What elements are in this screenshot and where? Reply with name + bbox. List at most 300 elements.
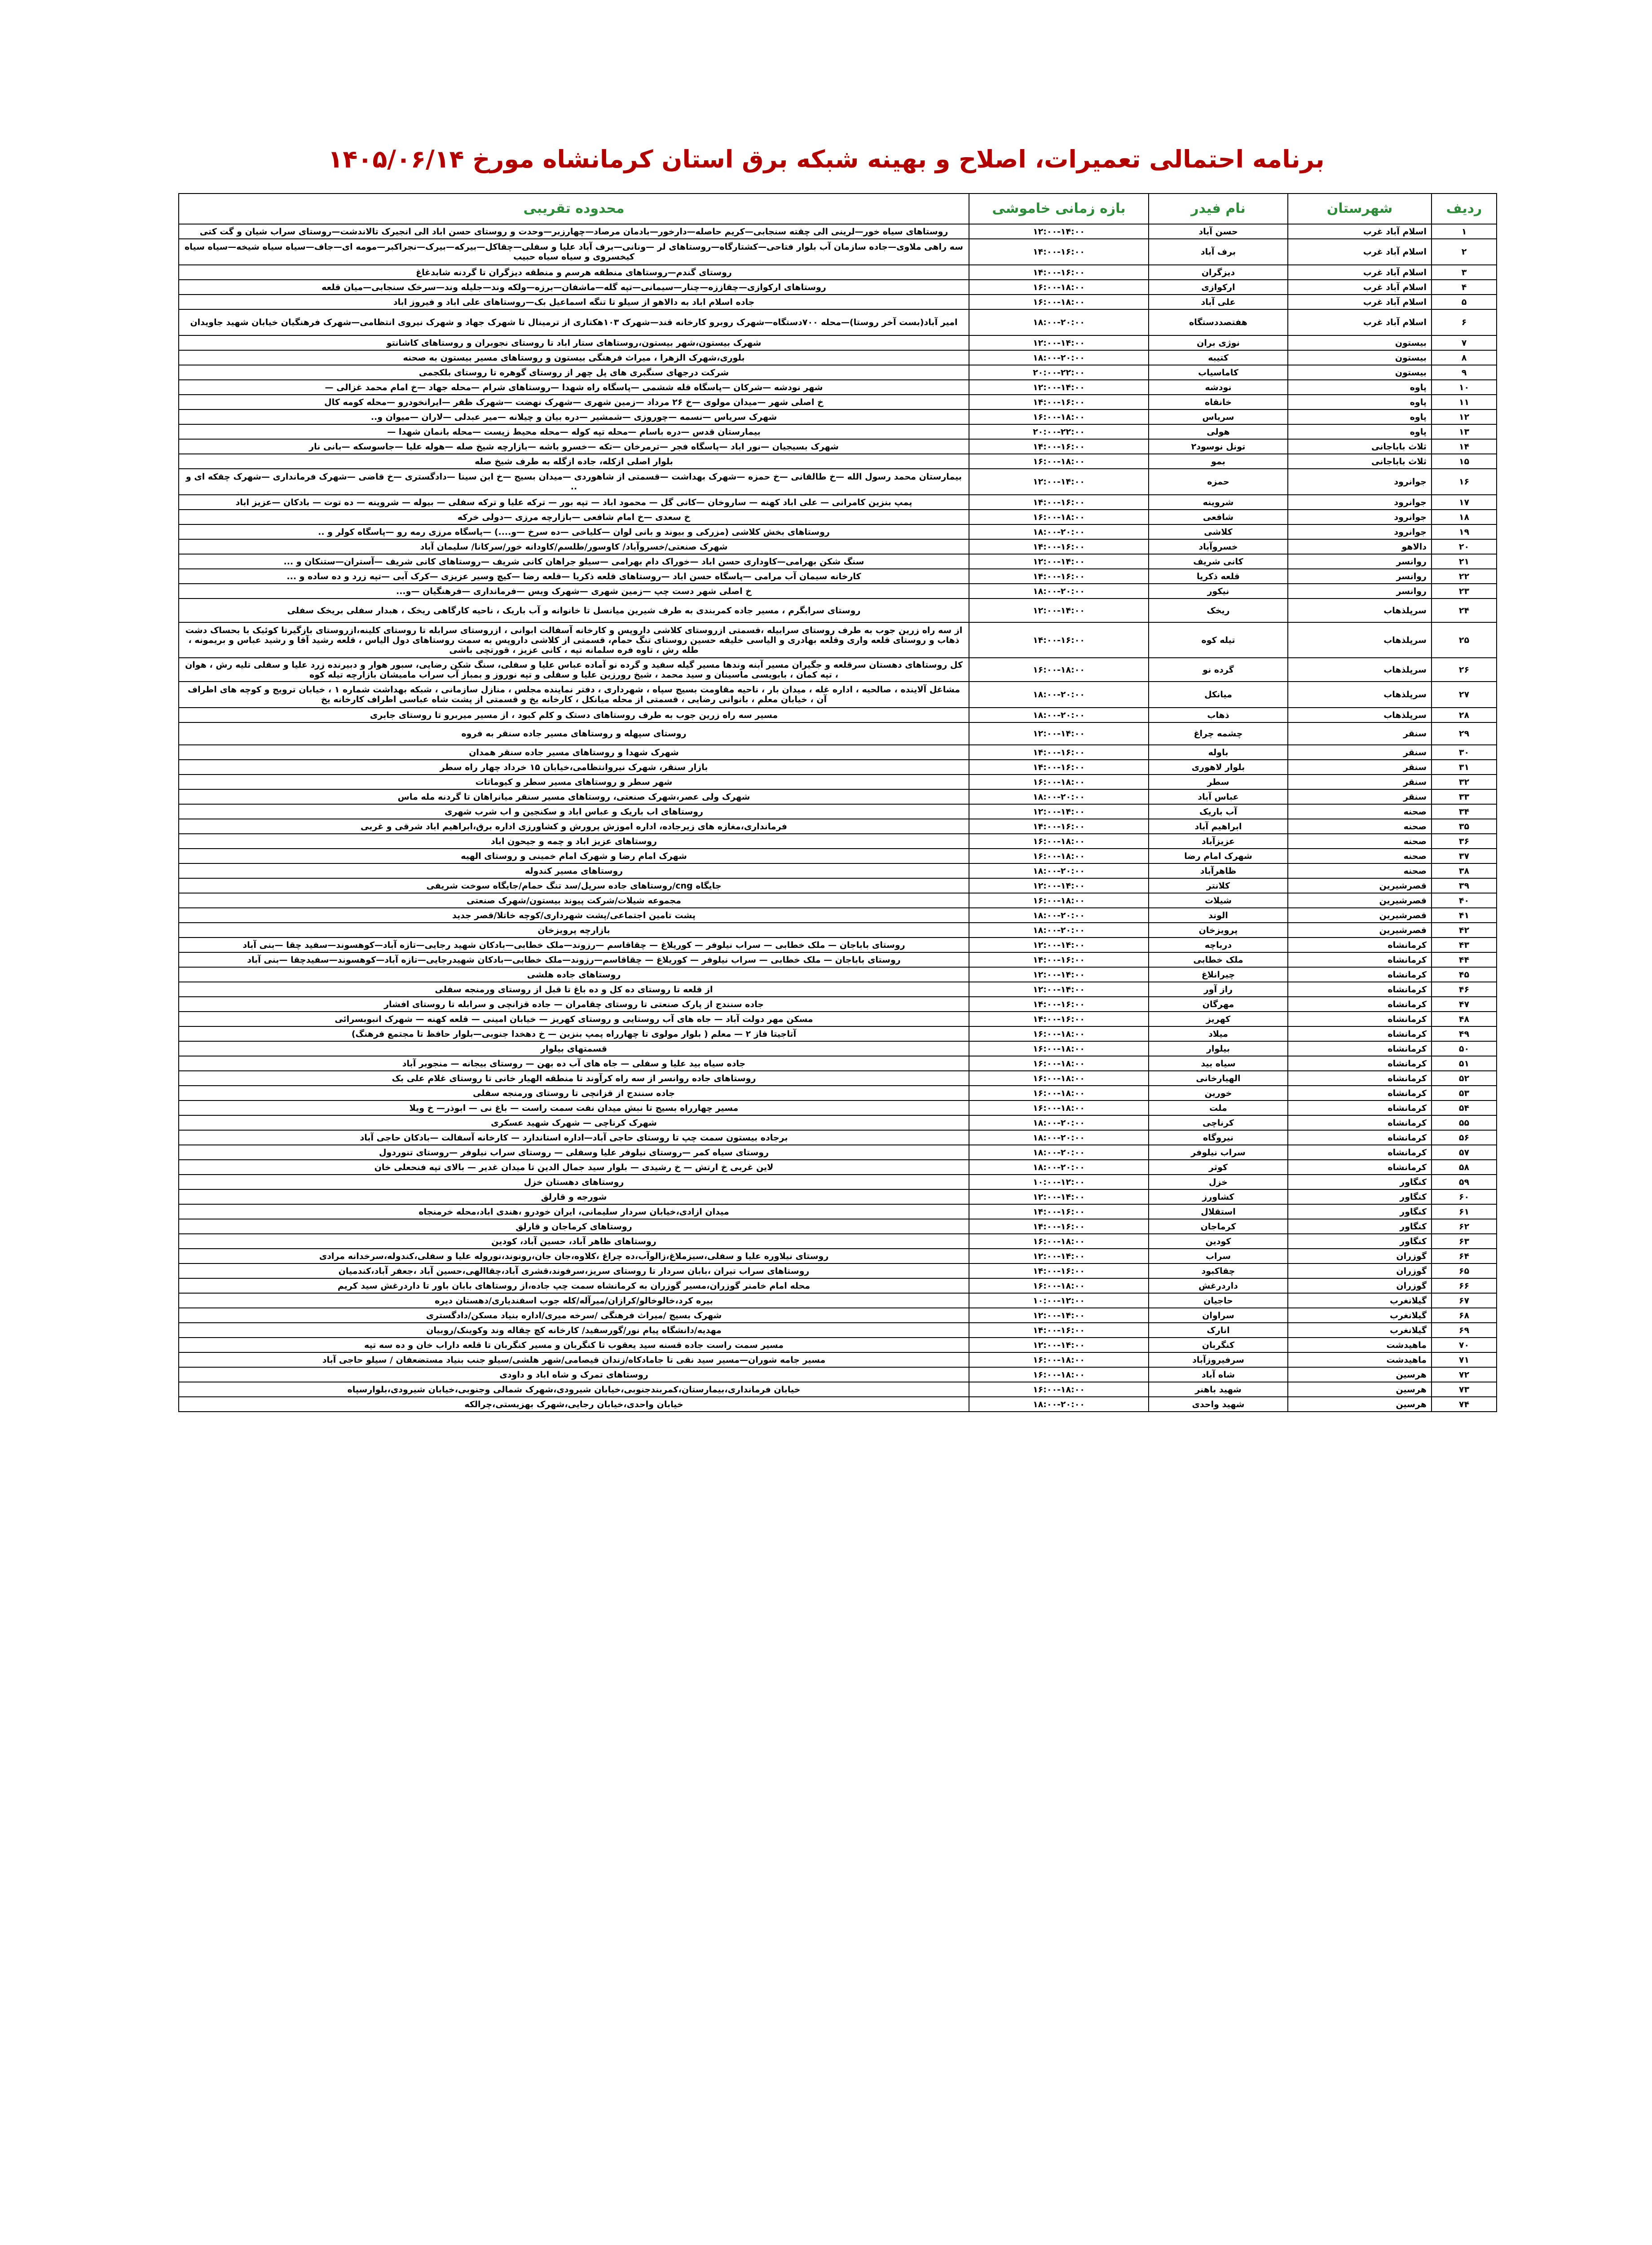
area-cell: شهر سطر و روستاهای مسیر سطر و کیوماتات: [179, 775, 969, 789]
area-cell: شهرک سریاس —نسمه —چوروزی —شمشیر —دره بیان و چیلانه —میر عبدلی —لاران —میوان و..: [179, 409, 969, 424]
outage-time-cell: ۱۴:۰۰-۱۶:۰۰: [969, 1263, 1149, 1278]
area-cell: کارخانه سیمان آب مرامی —پاسگاه حسن اباد —روستاهای قلعه ذکریا —قلعه رضا —کیچ وسیر عزیزی —کرک آبی —تپه زرد و ده ساده و ...: [179, 569, 969, 584]
city-cell: قصرشیرین: [1288, 908, 1432, 923]
feeder-cell: بمو: [1149, 454, 1288, 469]
city-cell: ماهیدشت: [1288, 1352, 1432, 1367]
table-row: [179, 893, 1497, 908]
outage-time-cell: ۱۴:۰۰-۱۶:۰۰: [969, 1219, 1149, 1234]
table-row: [179, 380, 1497, 395]
area-cell: روستاهای مسیر کندوله: [179, 863, 969, 878]
table-row: [179, 789, 1497, 804]
table-row: [179, 682, 1497, 708]
row-index: ۶۳: [1432, 1234, 1497, 1249]
row-index: ۶: [1432, 309, 1497, 335]
area-cell: میدان ازادی،خیابان سردار سلیمانی، ایران خودرو ،هندی اباد،محله خرمنجاه: [179, 1204, 969, 1219]
city-cell: اسلام آباد غرب: [1288, 280, 1432, 295]
row-index: ۵۴: [1432, 1100, 1497, 1115]
table-row: [179, 1308, 1497, 1323]
row-index: ۳۶: [1432, 834, 1497, 849]
outage-time-cell: ۱۴:۰۰-۱۶:۰۰: [969, 952, 1149, 967]
table-row: [179, 539, 1497, 554]
table-row: [179, 775, 1497, 789]
outage-time-cell: ۱۶:۰۰-۱۸:۰۰: [969, 295, 1149, 309]
row-index: ۴۴: [1432, 952, 1497, 967]
city-cell: پاوه: [1288, 395, 1432, 409]
area-cell: محله امام خامنر گوزران،مسیر گوزران به کرمانشاه سمت چپ جاده،از روستاهای بابان باور تا داردرغش سید کریم: [179, 1278, 969, 1293]
feeder-cell: کهریز: [1149, 1012, 1288, 1026]
row-index: ۱۸: [1432, 510, 1497, 524]
outage-time-cell: ۱۲:۰۰-۱۴:۰۰: [969, 469, 1149, 495]
city-cell: صحنه: [1288, 834, 1432, 849]
row-index: ۴۱: [1432, 908, 1497, 923]
table-row: [179, 395, 1497, 409]
row-index: ۴۹: [1432, 1026, 1497, 1041]
row-index: ۲۴: [1432, 599, 1497, 622]
row-index: ۲۵: [1432, 622, 1497, 658]
city-cell: گوزران: [1288, 1278, 1432, 1293]
area-cell: جاده سنندج از پارک صنعتی تا روستای چقامران — جاده قزانچی و سرابله تا روستای افشار: [179, 997, 969, 1012]
area-cell: خیابان واحدی،خیابان رجایی،شهرک بهزیستی،چرالکه: [179, 1397, 969, 1412]
feeder-cell: ارکوازی: [1149, 280, 1288, 295]
table-row: [179, 1278, 1497, 1293]
outage-time-cell: ۱۴:۰۰-۱۶:۰۰: [969, 439, 1149, 454]
outage-time-cell: ۱۲:۰۰-۱۴:۰۰: [969, 804, 1149, 819]
area-cell: مسیر جامه شوران—مسیر سید نقی تا جامادکاه/زندان قیصامی/شهر هلشی/سیلو جنب بنیاد مستضعفان / سیلو حاجی آباد: [179, 1352, 969, 1367]
row-index: ۲۰: [1432, 539, 1497, 554]
outage-time-cell: ۱۸:۰۰-۲۰:۰۰: [969, 908, 1149, 923]
row-index: ۲۷: [1432, 682, 1497, 708]
feeder-cell: سراب نیلوفر: [1149, 1145, 1288, 1160]
city-cell: جوانرود: [1288, 524, 1432, 539]
outage-time-cell: ۱۲:۰۰-۱۴:۰۰: [969, 335, 1149, 350]
city-cell: صحنه: [1288, 804, 1432, 819]
table-body: [179, 224, 1497, 1412]
outage-time-cell: ۱۶:۰۰-۱۸:۰۰: [969, 1086, 1149, 1100]
table-row: [179, 722, 1497, 745]
city-cell: هرسین: [1288, 1367, 1432, 1382]
row-index: ۶۹: [1432, 1323, 1497, 1338]
city-cell: سرپلذهاب: [1288, 622, 1432, 658]
area-cell: شهرک بسیج /میراث فرهنگی /سرخه میری/اداره بنیاد مسکن/دادگستری: [179, 1308, 969, 1323]
table-row: [179, 1234, 1497, 1249]
city-cell: سرپلذهاب: [1288, 682, 1432, 708]
table-header-row: [179, 194, 1497, 224]
area-cell: مسیر سمت راست جاده قسنه سید یعقوب تا کنگربان و مسیر کنگربان تا قلعه داراب خان و ده سه تپه: [179, 1338, 969, 1352]
outage-time-cell: ۱۶:۰۰-۱۸:۰۰: [969, 1056, 1149, 1071]
feeder-cell: کاماسیاب: [1149, 365, 1288, 380]
table-row: [179, 1145, 1497, 1160]
feeder-cell: داردرغش: [1149, 1278, 1288, 1293]
feeder-cell: شهید باهنر: [1149, 1382, 1288, 1397]
outage-time-cell: ۱۶:۰۰-۱۸:۰۰: [969, 775, 1149, 789]
row-index: ۶۶: [1432, 1278, 1497, 1293]
feeder-cell: ملت: [1149, 1100, 1288, 1115]
row-index: ۱: [1432, 224, 1497, 239]
outage-time-cell: ۱۲:۰۰-۱۴:۰۰: [969, 1189, 1149, 1204]
city-cell: کرمانشاه: [1288, 1012, 1432, 1026]
area-cell: شهرک شهدا و روستاهای مسیر جاده سنقر همدان: [179, 745, 969, 760]
feeder-cell: خزل: [1149, 1175, 1288, 1189]
table-row: [179, 584, 1497, 599]
feeder-cell: تیله کوه: [1149, 622, 1288, 658]
row-index: ۴۶: [1432, 982, 1497, 997]
feeder-cell: شهید واحدی: [1149, 1397, 1288, 1412]
feeder-cell: ابراهیم آباد: [1149, 819, 1288, 834]
feeder-cell: چقاکبود: [1149, 1263, 1288, 1278]
row-index: ۷۰: [1432, 1338, 1497, 1352]
city-cell: کنگاور: [1288, 1204, 1432, 1219]
table-row: [179, 1204, 1497, 1219]
feeder-cell: کشاورز: [1149, 1189, 1288, 1204]
feeder-cell: آب باریک: [1149, 804, 1288, 819]
area-cell: روستاهای ظاهر آباد، حسین آباد، کودین: [179, 1234, 969, 1249]
city-cell: کرمانشاه: [1288, 1130, 1432, 1145]
feeder-cell: بیلوار: [1149, 1041, 1288, 1056]
area-cell: بیره کرد،خالوخالو/کرازان/میرآله/کله جوب اسفندیاری/دهستان دیره: [179, 1293, 969, 1308]
feeder-cell: کرماجان: [1149, 1219, 1288, 1234]
row-index: ۶۵: [1432, 1263, 1497, 1278]
table-row: [179, 1130, 1497, 1145]
table-row: [179, 554, 1497, 569]
area-cell: بلوار اصلی ازکله، جاده ازگله به طرف شیخ صله: [179, 454, 969, 469]
outage-time-cell: ۱۴:۰۰-۱۶:۰۰: [969, 819, 1149, 834]
feeder-cell: کنگربان: [1149, 1338, 1288, 1352]
outage-time-cell: ۱۲:۰۰-۱۴:۰۰: [969, 1338, 1149, 1352]
row-index: ۴۸: [1432, 1012, 1497, 1026]
area-cell: روستاهای جاده هلشی: [179, 967, 969, 982]
area-cell: بازارچه پرویزخان: [179, 923, 969, 938]
city-cell: قصرشیرین: [1288, 893, 1432, 908]
outage-time-cell: ۱۸:۰۰-۲۰:۰۰: [969, 923, 1149, 938]
table-row: [179, 439, 1497, 454]
area-cell: خ سعدی —خ امام شافعی —بازارچه مرزی —دولی خرکه: [179, 510, 969, 524]
feeder-cell: ملک خطابی: [1149, 952, 1288, 967]
city-cell: قصرشیرین: [1288, 878, 1432, 893]
feeder-cell: هفتصددستگاه: [1149, 309, 1288, 335]
area-cell: مسیر سه راه زرین جوب به طرف روستاهای دستک و کلم کبود ، از مسیر میربرو تا روستای جابری: [179, 708, 969, 722]
city-cell: کنگاور: [1288, 1175, 1432, 1189]
feeder-cell: سریاس: [1149, 409, 1288, 424]
table-row: [179, 1338, 1497, 1352]
feeder-cell: نیروگاه: [1149, 1130, 1288, 1145]
city-cell: کرمانشاه: [1288, 938, 1432, 952]
outage-time-cell: ۱۲:۰۰-۱۴:۰۰: [969, 1249, 1149, 1263]
area-cell: شهرک ولی عصر،شهرک صنعتی، روستاهای مسیر سنقر میانراهان تا گردنه مله ماس: [179, 789, 969, 804]
outage-time-cell: ۱۶:۰۰-۱۸:۰۰: [969, 454, 1149, 469]
table-row: [179, 224, 1497, 239]
feeder-cell: سیاه بید: [1149, 1056, 1288, 1071]
table-row: [179, 1397, 1497, 1412]
feeder-cell: خانقاه: [1149, 395, 1288, 409]
table-row: [179, 923, 1497, 938]
feeder-cell: چیرانلاغ: [1149, 967, 1288, 982]
header-idx: ردیف: [1432, 194, 1497, 224]
area-cell: روستای سپهله و روستاهای مسیر جاده سنقر به فروه: [179, 722, 969, 745]
outage-time-cell: ۱۲:۰۰-۱۴:۰۰: [969, 878, 1149, 893]
area-cell: بلوری،شهرک الزهرا ، میراث فرهنگی بیستون و روستاهای مسیر بیستون به صحنه: [179, 350, 969, 365]
area-cell: خ اصلی شهر —میدان مولوی —خ ۲۶ مرداد —زمین شهری —شهرک نهضت —شهرک ظفر —ایرانخودرو —محله کومه کال: [179, 395, 969, 409]
row-index: ۳۵: [1432, 819, 1497, 834]
outage-time-cell: ۱۲:۰۰-۱۴:۰۰: [969, 722, 1149, 745]
city-cell: گوزران: [1288, 1263, 1432, 1278]
table-row: [179, 938, 1497, 952]
city-cell: بیستون: [1288, 350, 1432, 365]
city-cell: سنقر: [1288, 722, 1432, 745]
row-index: ۷۲: [1432, 1367, 1497, 1382]
feeder-cell: چشمه چراغ: [1149, 722, 1288, 745]
area-cell: لاین غربی خ ارتش — خ رشیدی — بلوار سید جمال الدین تا میدان غدیر — بالای تپه فنحعلی خان: [179, 1160, 969, 1175]
table-row: [179, 1249, 1497, 1263]
row-index: ۷۳: [1432, 1382, 1497, 1397]
city-cell: سنقر: [1288, 789, 1432, 804]
feeder-cell: ظاهرآباد: [1149, 863, 1288, 878]
city-cell: پاوه: [1288, 380, 1432, 395]
outage-time-cell: ۱۴:۰۰-۱۶:۰۰: [969, 265, 1149, 280]
area-cell: کل روستاهای دهستان سرقلعه و جگیران مسیر آبنه وندها مسیر گیله سفید و گرده نو آماده عباس علیا و سفلی، سنگ شکن رضایی، سبور هوار و دبیرنده زرد علیا و سفلی تلیه رش ، هوان ، تپه کمان ، بابویسی ماسینان و سید محمد ، شیخ رورزین علیا و سفلی و تپه نوروز و بمباز آب سراب مامیشان بازارچه تیله کوه: [179, 658, 969, 682]
area-cell: روستاهای دهستان خزل: [179, 1175, 969, 1189]
city-cell: کرمانشاه: [1288, 997, 1432, 1012]
outage-time-cell: ۱۸:۰۰-۲۰:۰۰: [969, 350, 1149, 365]
feeder-cell: استقلال: [1149, 1204, 1288, 1219]
table-row: [179, 997, 1497, 1012]
outage-time-cell: ۱۸:۰۰-۲۰:۰۰: [969, 1130, 1149, 1145]
table-row: [179, 878, 1497, 893]
row-index: ۲۲: [1432, 569, 1497, 584]
outage-time-cell: ۱۶:۰۰-۱۸:۰۰: [969, 1278, 1149, 1293]
row-index: ۵۳: [1432, 1086, 1497, 1100]
outage-time-cell: ۱۸:۰۰-۲۰:۰۰: [969, 682, 1149, 708]
feeder-cell: کرناچی: [1149, 1115, 1288, 1130]
city-cell: ماهیدشت: [1288, 1338, 1432, 1352]
outage-time-cell: ۱۸:۰۰-۲۰:۰۰: [969, 584, 1149, 599]
table-row: [179, 760, 1497, 775]
feeder-cell: حسن آباد: [1149, 224, 1288, 239]
area-cell: روستاهای کرماجان و قارلق: [179, 1219, 969, 1234]
feeder-cell: پرویزخان: [1149, 923, 1288, 938]
row-index: ۵۰: [1432, 1041, 1497, 1056]
row-index: ۱۱: [1432, 395, 1497, 409]
outage-time-cell: ۲۰:۰۰-۲۲:۰۰: [969, 365, 1149, 380]
outage-time-cell: ۱۶:۰۰-۱۸:۰۰: [969, 510, 1149, 524]
feeder-cell: سراوان: [1149, 1308, 1288, 1323]
city-cell: گیلانغرب: [1288, 1293, 1432, 1308]
city-cell: جوانرود: [1288, 469, 1432, 495]
outage-time-cell: ۱۸:۰۰-۲۰:۰۰: [969, 863, 1149, 878]
row-index: ۷۴: [1432, 1397, 1497, 1412]
city-cell: ثلاث باباجانی: [1288, 439, 1432, 454]
outage-time-cell: ۱۴:۰۰-۱۶:۰۰: [969, 1012, 1149, 1026]
row-index: ۳۲: [1432, 775, 1497, 789]
outage-time-cell: ۱۰:۰۰-۱۲:۰۰: [969, 1175, 1149, 1189]
outage-time-cell: ۱۶:۰۰-۱۸:۰۰: [969, 1352, 1149, 1367]
table-row: [179, 622, 1497, 658]
outage-time-cell: ۱۴:۰۰-۱۶:۰۰: [969, 395, 1149, 409]
table-row: [179, 1367, 1497, 1382]
outage-time-cell: ۱۶:۰۰-۱۸:۰۰: [969, 658, 1149, 682]
table-row: [179, 1026, 1497, 1041]
city-cell: کرمانشاه: [1288, 1115, 1432, 1130]
feeder-cell: میلاد: [1149, 1026, 1288, 1041]
area-cell: شهر نودشه —شرکان —پاسگاه قله ششمی —پاسگاه راه شهدا —روستاهای شرام —محله جهاد —خ امام محمد غزالی —: [179, 380, 969, 395]
feeder-cell: هولی: [1149, 424, 1288, 439]
city-cell: سنقر: [1288, 760, 1432, 775]
outage-time-cell: ۱۶:۰۰-۱۸:۰۰: [969, 280, 1149, 295]
outage-time-cell: ۱۲:۰۰-۱۴:۰۰: [969, 224, 1149, 239]
outage-time-cell: ۱۸:۰۰-۲۰:۰۰: [969, 708, 1149, 722]
area-cell: شهرک بیستون،شهر بیستون،روستاهای ستار اباد تا روستای نجوبران و روستاهای کاشانتو: [179, 335, 969, 350]
area-cell: مشاغل آلاینده ، صالحیه ، اداره غله ، میدان بار ، ناحیه مقاومت بسیج سپاه ، شهرداری ، دفتر نماینده مجلس ، منازل سازمانی ، شبکه بهداشت شماره ۱ ، خیابان ترویج و کوچه های اطراف آن ، خیابان معلم ، بانوانی رضایی ، قسمتی از محله میانکل ، کارخانه یخ و قسمتی از پشت شاه عباسی اطراف کارخانه یخ: [179, 682, 969, 708]
city-cell: بیستون: [1288, 335, 1432, 350]
city-cell: گیلانغرب: [1288, 1323, 1432, 1338]
area-cell: جایگاه cng/روستاهای جاده سرپل/سد تنگ حمام/جایگاه سوخت شریفی: [179, 878, 969, 893]
row-index: ۴۲: [1432, 923, 1497, 938]
feeder-cell: علی آباد: [1149, 295, 1288, 309]
row-index: ۲۶: [1432, 658, 1497, 682]
city-cell: پاوه: [1288, 409, 1432, 424]
outage-time-cell: ۱۴:۰۰-۱۶:۰۰: [969, 745, 1149, 760]
outage-time-cell: ۱۸:۰۰-۲۰:۰۰: [969, 1397, 1149, 1412]
row-index: ۵۲: [1432, 1071, 1497, 1086]
row-index: ۳۳: [1432, 789, 1497, 804]
outage-time-cell: ۲۰:۰۰-۲۲:۰۰: [969, 424, 1149, 439]
row-index: ۲۱: [1432, 554, 1497, 569]
outage-time-cell: ۱۶:۰۰-۱۸:۰۰: [969, 1100, 1149, 1115]
row-index: ۱۵: [1432, 454, 1497, 469]
feeder-cell: خسروآباد: [1149, 539, 1288, 554]
feeder-cell: حمزه: [1149, 469, 1288, 495]
outage-time-cell: ۱۴:۰۰-۱۶:۰۰: [969, 539, 1149, 554]
outage-time-cell: ۱۶:۰۰-۱۸:۰۰: [969, 409, 1149, 424]
row-index: ۴: [1432, 280, 1497, 295]
city-cell: گوزران: [1288, 1249, 1432, 1263]
area-cell: روستای گندم—روستاهای منطقه هرسم و منطقه دیزگران تا گردنه شابدغاغ: [179, 265, 969, 280]
row-index: ۱۶: [1432, 469, 1497, 495]
city-cell: اسلام آباد غرب: [1288, 239, 1432, 265]
feeder-cell: کودین: [1149, 1234, 1288, 1249]
row-index: ۱۳: [1432, 424, 1497, 439]
feeder-cell: خورین: [1149, 1086, 1288, 1100]
city-cell: کرمانشاه: [1288, 1041, 1432, 1056]
city-cell: دالاهو: [1288, 539, 1432, 554]
area-cell: قسمتهای بیلوار: [179, 1041, 969, 1056]
area-cell: امیر آباد(بست آخر روستا)—محله ۷۰۰دستگاه—شهرک روبرو کارخانه قند—شهرک ۱۰۳هکتاری از ترمینال تا شهرک جهاد و شهرک نیروی انتظامی—شهرک فرهنگیان خیابان شهید جاویدان: [179, 309, 969, 335]
feeder-cell: بلوار لاهوری: [1149, 760, 1288, 775]
outage-time-cell: ۱۸:۰۰-۲۰:۰۰: [969, 1160, 1149, 1175]
city-cell: سرپلذهاب: [1288, 599, 1432, 622]
table-row: [179, 1160, 1497, 1175]
area-cell: شهرک صنعتی/خسروآباد/ کاوسور/طلسم/کاودانه خور/سرکانا/ سلیمان آباد: [179, 539, 969, 554]
outage-time-cell: ۱۴:۰۰-۱۶:۰۰: [969, 997, 1149, 1012]
feeder-cell: شافعی: [1149, 510, 1288, 524]
row-index: ۴۳: [1432, 938, 1497, 952]
feeder-cell: نوژی بران: [1149, 335, 1288, 350]
table-row: [179, 952, 1497, 967]
table-row: [179, 350, 1497, 365]
outage-time-cell: ۱۲:۰۰-۱۴:۰۰: [969, 1308, 1149, 1323]
feeder-cell: مهرگان: [1149, 997, 1288, 1012]
outage-time-cell: ۱۸:۰۰-۲۰:۰۰: [969, 524, 1149, 539]
outage-time-cell: ۱۶:۰۰-۱۸:۰۰: [969, 1234, 1149, 1249]
city-cell: ثلاث باباجانی: [1288, 454, 1432, 469]
area-cell: شرکت درجهای سنگبری های پل چهر از روستای گوهره تا روستای بلکجمی: [179, 365, 969, 380]
table-row: [179, 1293, 1497, 1308]
area-cell: روستاهای سیاه خور—لرینی الی چقته سنجابی—کریم حاصله—دارخور—بادمان مرصاد—چهارزبر—وحدت و روستای حسن اباد الی انجیرک تالاندشت—روستای سراب شیان و گت کتی: [179, 224, 969, 239]
feeder-cell: کلانتر: [1149, 878, 1288, 893]
table-row: [179, 1352, 1497, 1367]
city-cell: اسلام آباد غرب: [1288, 224, 1432, 239]
table-row: [179, 265, 1497, 280]
city-cell: کرمانشاه: [1288, 1100, 1432, 1115]
outage-time-cell: ۱۴:۰۰-۱۶:۰۰: [969, 1204, 1149, 1219]
outage-time-cell: ۱۴:۰۰-۱۶:۰۰: [969, 622, 1149, 658]
city-cell: صحنه: [1288, 863, 1432, 878]
outage-time-cell: ۱۲:۰۰-۱۴:۰۰: [969, 982, 1149, 997]
row-index: ۹: [1432, 365, 1497, 380]
row-index: ۱۰: [1432, 380, 1497, 395]
feeder-cell: کلاشی: [1149, 524, 1288, 539]
feeder-cell: سطر: [1149, 775, 1288, 789]
row-index: ۶۴: [1432, 1249, 1497, 1263]
feeder-cell: درباچه: [1149, 938, 1288, 952]
area-cell: روستاهای سراب تیران ،بابان سردار تا روستای سریز،سرفوند،قشری آباد،چقاالهی،حسین آباد ،جعفر آباد،کندمیان: [179, 1263, 969, 1278]
area-cell: سنگ شکن بهرامی—کاوداری حسن اباد —خوراک دام بهرامی —سیلو جراهان کانی شریف —روستاهای کانی شریف —آستران—ستنکان و ...: [179, 554, 969, 569]
area-cell: از قلعه تا روستای ده کل و ده باغ تا قبل از روستای ورمنجه سفلی: [179, 982, 969, 997]
outage-time-cell: ۱۴:۰۰-۱۶:۰۰: [969, 239, 1149, 265]
outage-time-cell: ۱۰:۰۰-۱۲:۰۰: [969, 1293, 1149, 1308]
area-cell: جاده سنندج از قزانچی تا روستای ورمنجه سفلی: [179, 1086, 969, 1100]
area-cell: روستای سرابگرم ، مسیر جاده کمربندی به طرف شیرین میانسل تا خانوانه و آب باریک ، ناحیه کارگاهی ریخک ، هبدار سفلی بریخک سفلی: [179, 599, 969, 622]
city-cell: اسلام آباد غرب: [1288, 309, 1432, 335]
feeder-cell: ریخک: [1149, 599, 1288, 622]
area-cell: روستای نیلاوره علیا و سفلی،سیزملاغ،زالوآب،ده چراغ ،کلاوه،جان جان،رونوند،نوروله علیا و سفلی،کندوله،سرخدانه مرادی: [179, 1249, 969, 1263]
outage-time-cell: ۱۲:۰۰-۱۴:۰۰: [969, 380, 1149, 395]
table-row: [179, 469, 1497, 495]
row-index: ۶۷: [1432, 1293, 1497, 1308]
city-cell: سرپلذهاب: [1288, 658, 1432, 682]
table-row: [179, 1086, 1497, 1100]
feeder-cell: راز آور: [1149, 982, 1288, 997]
city-cell: روانسر: [1288, 569, 1432, 584]
area-cell: آتاجیتا فاز ۲ — معلم ( بلوار مولوی تا چهارراه پمپ بنزین — خ دهخدا جنوبی—بلوار حافظ تا مجتمع فرهنگ): [179, 1026, 969, 1041]
table-row: [179, 863, 1497, 878]
table-row: [179, 658, 1497, 682]
row-index: ۵۵: [1432, 1115, 1497, 1130]
row-index: ۵۱: [1432, 1056, 1497, 1071]
city-cell: کرمانشاه: [1288, 967, 1432, 982]
area-cell: از سه راه زرین جوب به طرف روستای سرابیله ،قسمتی ازروستای کلاشی داروپس و کارخانه آسفالت ابوانی ، ازروستای سرابله تا روستای کلینه،ازروستای بازگیرتا کوئیک با بحساک دشت ذهاب و روستای قلعه واری وقلعه بهادری و الیاسی خلیفه حسین روستای تنگ حمام، قسمتی از کلاشی داروپس به سمت روستاهای دول الیاس ، قلعه رشید آقا و رشید عباس و بریمونه ، طله رش ، تاوه فره سلمانه تپه ، کانی عزیز ، قورتچی باشی: [179, 622, 969, 658]
area-cell: روستای باباجان — ملک خطابی — سراب نیلوفر — کوریلاغ — چقاقاسم —رزوند—ملک خطابی—بادکان شهید رجایی—تازه آباد—کوهسوند—سفید چقا —بنی آباد: [179, 938, 969, 952]
row-index: ۳۷: [1432, 849, 1497, 863]
area-cell: بازار سنقر، شهرک نیروانتظامی،خیابان ۱۵ خرداد چهار راه سطر: [179, 760, 969, 775]
outage-schedule-table: [178, 193, 1497, 1412]
city-cell: کنگاور: [1288, 1219, 1432, 1234]
table-row: [179, 1189, 1497, 1204]
outage-time-cell: ۱۶:۰۰-۱۸:۰۰: [969, 1041, 1149, 1056]
row-index: ۶۲: [1432, 1219, 1497, 1234]
feeder-cell: عباس آباد: [1149, 789, 1288, 804]
table-row: [179, 1175, 1497, 1189]
table-row: [179, 309, 1497, 335]
area-cell: شهرک بسیجیان —نور اباد —پاسگاه فجر —ترمرخان —تکه —خسرو باشه —بازارچه شیخ صله —هوله علیا —جاسوسکه —بانی نار: [179, 439, 969, 454]
city-cell: اسلام آباد غرب: [1288, 295, 1432, 309]
table-row: [179, 1100, 1497, 1115]
feeder-cell: میانکل: [1149, 682, 1288, 708]
feeder-cell: برف آباد: [1149, 239, 1288, 265]
city-cell: پاوه: [1288, 424, 1432, 439]
outage-time-cell: ۱۸:۰۰-۲۰:۰۰: [969, 309, 1149, 335]
city-cell: قصرشیرین: [1288, 923, 1432, 938]
outage-time-cell: ۱۲:۰۰-۱۴:۰۰: [969, 967, 1149, 982]
